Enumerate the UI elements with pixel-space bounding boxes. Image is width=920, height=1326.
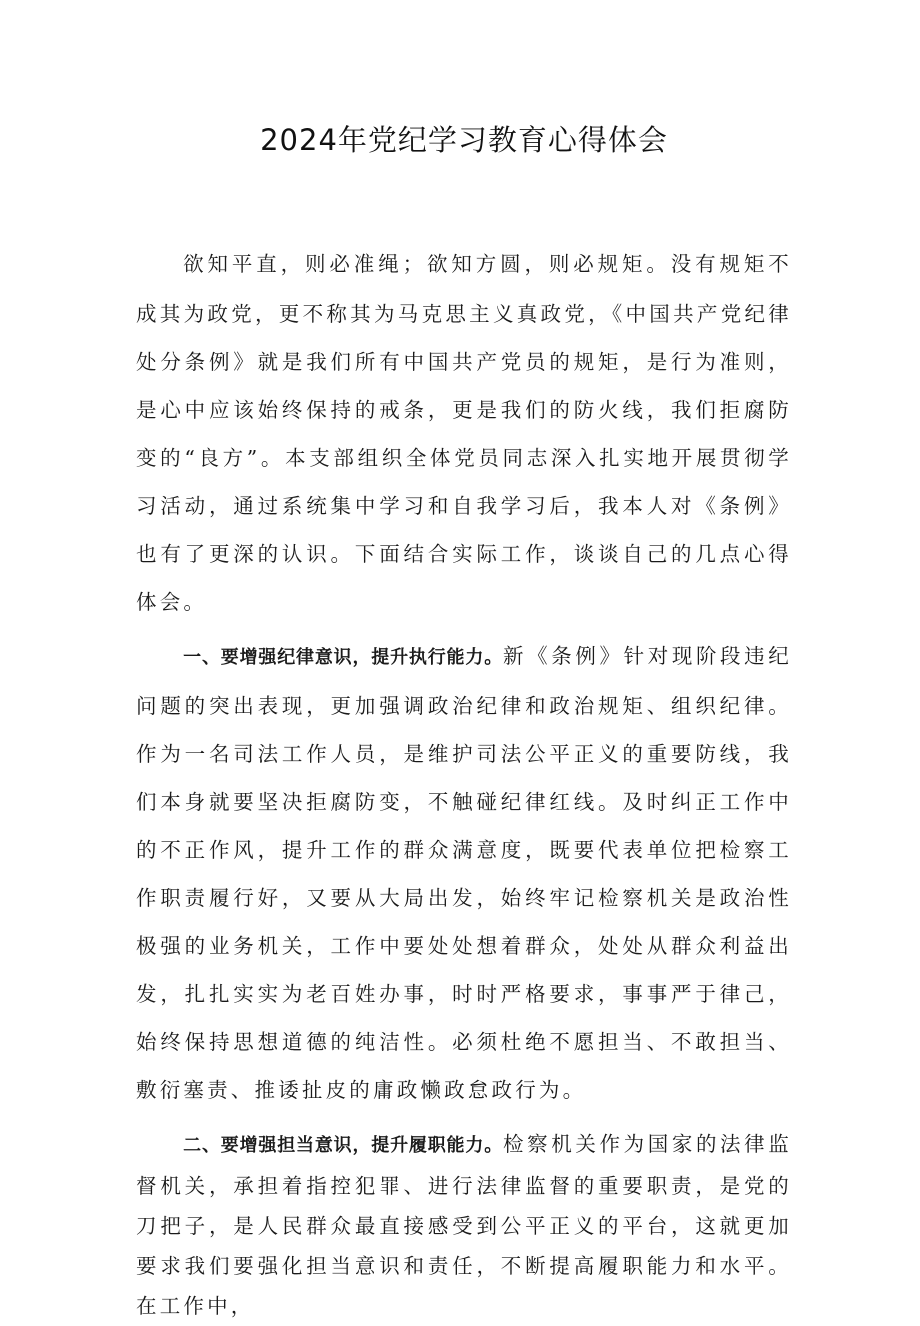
paragraph-lead: 二、要增强担当意识，提升履职能力。: [183, 1135, 504, 1156]
paragraph-lead: 一、要增强纪律意识，提升执行能力。: [183, 647, 504, 668]
paragraph-body: 新《条例》针对现阶段违纪问题的突出表现，更加强调政治纪律和政治规矩、组织纪律。作为一名司法工作人员，是维护司法公平正义的重要防线，我们本身就要坚决拒腐防变，不触碰纪律红线。及时纠正工作中的不正作风，提升工作的群众满意度，既要代表单位把检察工作职责履行好，又要从大局出发，始终牢记检察机关是政治性极强的业务机关，工作中要处处想着群众，处处从群众利益出发，扎扎实实为老百姓办事，时时严格要求，事事严于律己，始终保持思想道德的纯洁性。必须杜绝不愿担当、不敢担当、敷衍塞责、推诿扯皮的庸政懒政怠政行为。: [136, 644, 792, 1102]
paragraph-section-one: [136, 632, 792, 1114]
paragraph-body: 欲知平直，则必准绳；欲知方圆，则必规矩。没有规矩不成其为政党，更不称其为马克思主义真政党，《中国共产党纪律处分条例》就是我们所有中国共产党员的规矩，是行为准则，是心中应该始终保持的戒条，更是我们的防火线，我们拒腐防变的“良方”。本支部组织全体党员同志深入扎实地开展贯彻学习活动，通过系统集中学习和自我学习后，我本人对《条例》也有了更深的认识。下面结合实际工作，谈谈自己的几点心得体会。: [136, 252, 792, 614]
paragraph-body: 检察机关作为国家的法律监督机关，承担着指控犯罪、进行法律监督的重要职责，是党的刀把子，是人民群众最直接感受到公平正义的平台，这就更加要求我们要强化担当意识和责任，不断提高履职能力和水平。在工作中，: [136, 1132, 792, 1318]
paragraph-section-two: [136, 1124, 792, 1326]
document-title: 2024年党纪学习教育心得体会: [260, 123, 668, 157]
paragraph-intro: [136, 240, 792, 626]
